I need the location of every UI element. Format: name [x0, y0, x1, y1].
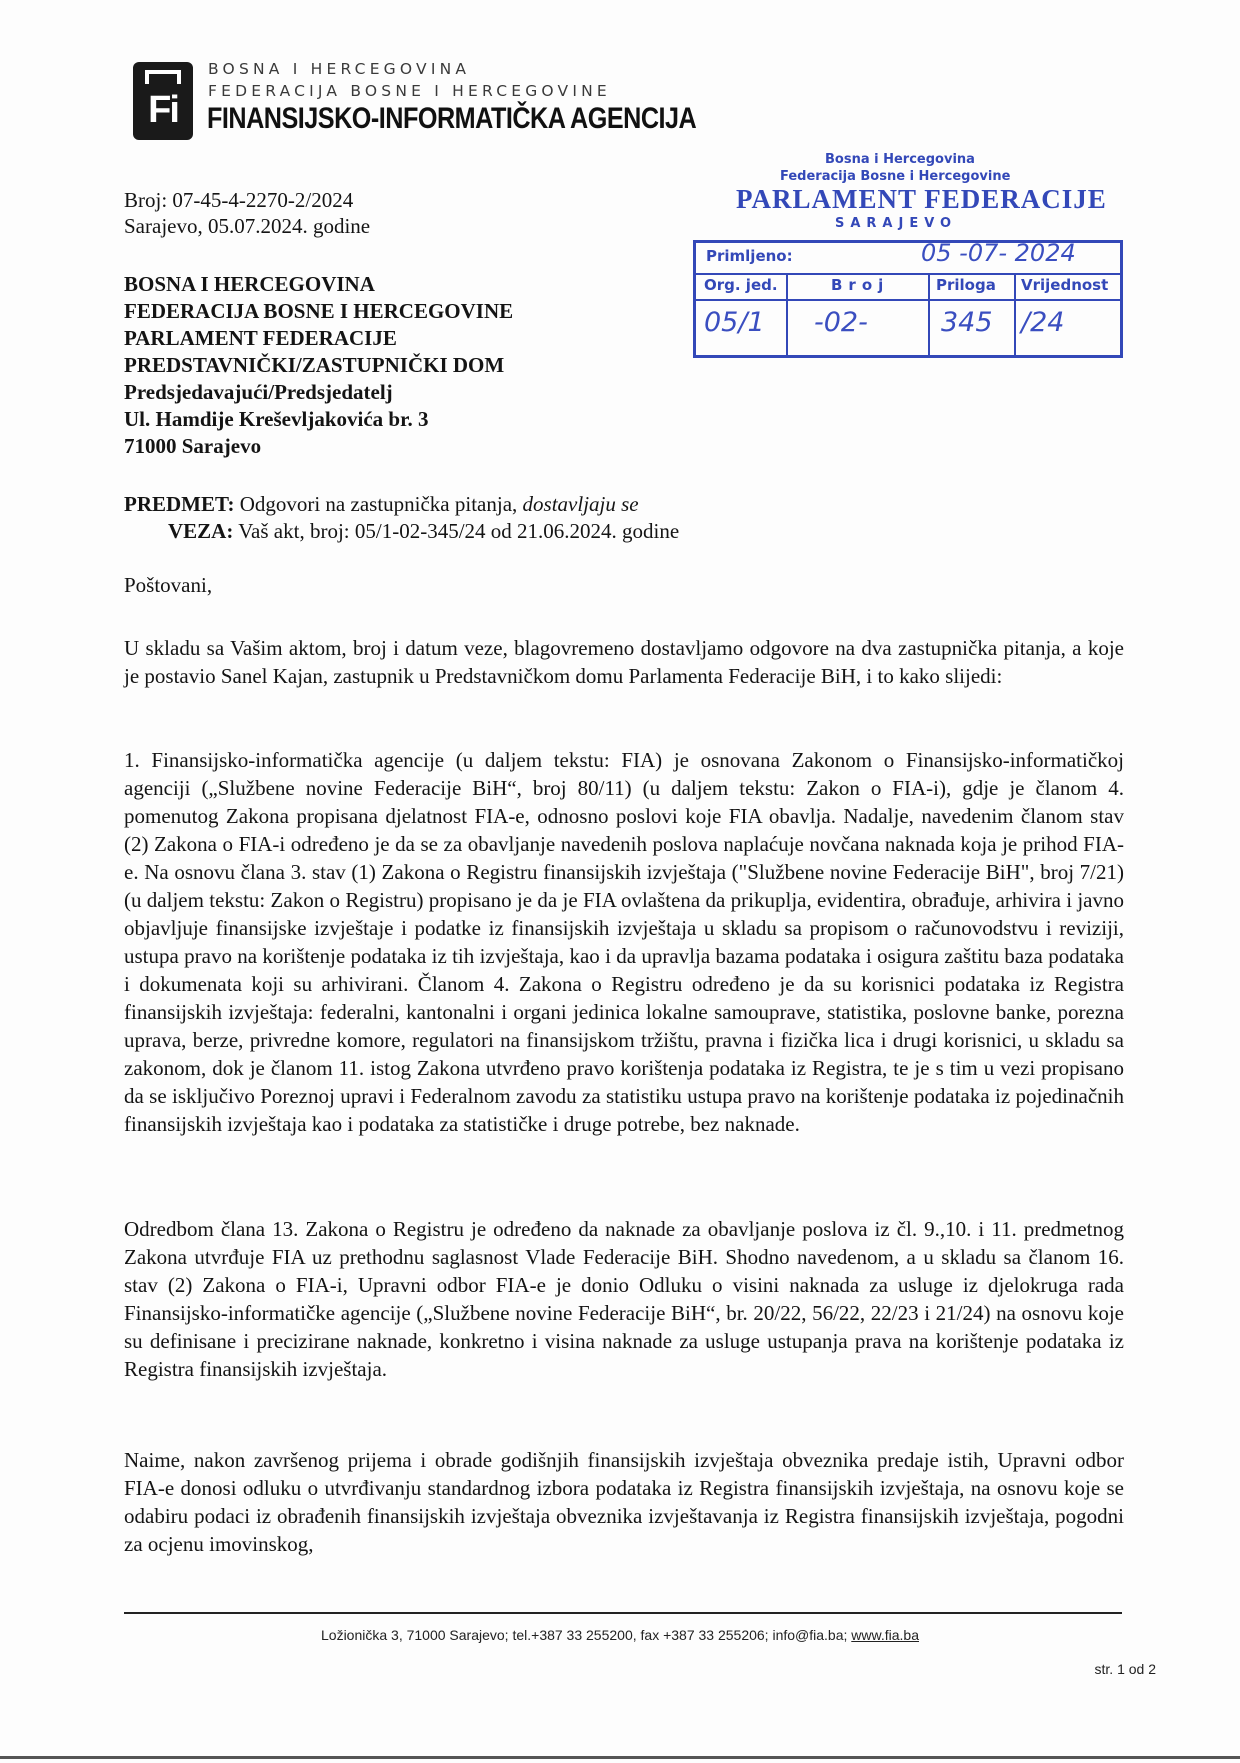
stamp-value-org: 05/1 [704, 307, 765, 338]
stamp-received-row [696, 239, 1120, 275]
header-country: BOSNA I HERCEGOVINA [208, 60, 471, 78]
reference-label: VEZA: [168, 519, 234, 543]
recipient-line: FEDERACIJA BOSNE I HERCEGOVINE [124, 299, 514, 323]
stamp-col-priloga: Priloga [936, 276, 996, 294]
stamp-city: SARAJEVO [835, 216, 958, 231]
header-federation: FEDERACIJA BOSNE I HERCEGOVINE [208, 82, 611, 100]
intro-paragraph: U skladu sa Vašim aktom, broj i datum veze, blagovremeno dostavljamo odgovore na dva zastupnička pitanja, a koje je postavio Sanel Kajan, zastupnik u Predstavničkom domu Parlamenta Federacije BiH, i to kako slijedi: [124, 636, 1124, 688]
stamp-col-broj: Broj [831, 276, 890, 294]
recipient-line: 71000 Sarajevo [124, 434, 262, 458]
logo-mark-icon [145, 70, 181, 84]
stamp-table [693, 240, 1123, 358]
reference-text: Vaš akt, broj: 05/1-02-345/24 od 21.06.2024. godine [238, 519, 680, 543]
footer-divider [124, 1612, 1122, 1614]
body-paragraph-1: 1. Finansijsko-informatička agencije (u daljem tekstu: FIA) je osnovana Zakonom o Finansijsko-informatičkoj agenciji („Službene novine Federacije BiH“, broj 80/11) (u daljem tekstu: Zakon o FIA-i), gdje je članom 4. pomenutog Zakona propisana djelatnost FIA-e, odnosno poslovi koje FIA obavlja. Nadalje, navedenim članom stav (2) Zakona o FIA-i određeno je da se za obavljanje navedenih poslova naplaćuje novčana naknada koja je prihod FIA-e. Na osnovu člana 3. stav (1) Zakona o Registru finansijskih izvještaja ("Službene novine Federacije BiH", broj 7/21) (u daljem tekstu: Zakon o Registru) propisano je da je FIA ovlaštena da prikuplja, evidentira, obrađuje, arhivira i javno objavljuje finansijske izvještaje i podatke iz finansijskih izvještaja u skladu sa propisom o računovodstvu i reviziji, ustupa pravo na korištenje podataka iz tih izvještaja, kao i da upravlja bazama podataka i osigura zaštitu baza podataka i dokumenata koji su arhivirani. Članom 4. Zakona o Registru određeno je da su korisnici podataka iz Registra finansijskih izvještaja: federalni, kantonalni i organi jedinica lokalne samouprave, statistika, poslovne banke, porezna uprava, berze, privredne komore, regulatori na finansijskom tržištu, pravna i fizička lica i drugi korisnici, u skladu sa zakonom, dok je članom 11. istog Zakona utvrđeno pravo korištenja podataka iz Registra, te je s tim u vezi propisano da se isključivo Poreznoj upravi i Federalnom zavodu za statistiku ustupa pravo na korištenje podataka iz pojedinačnih finansijskih izvještaja kao i podataka za statističke i druge potrebe, bez naknade. [124, 748, 1124, 1136]
recipient-line: Ul. Hamdije Kreševljakovića br. 3 [124, 407, 429, 431]
stamp-col-org: Org. jed. [704, 276, 778, 294]
salutation: Poštovani, [124, 573, 213, 597]
agency-logo [133, 62, 193, 140]
recipient-line: Predsjedavajući/Predsjedatelj [124, 380, 393, 404]
subject-text: Odgovori na zastupnička pitanja, [239, 492, 518, 516]
subject-line [124, 490, 639, 518]
page-number: str. 1 od 2 [1094, 1661, 1156, 1677]
stamp-line-2: Federacija Bosne i Hercegovine [780, 169, 1011, 184]
recipient-line: BOSNA I HERCEGOVINA [124, 272, 375, 296]
document-place-date: Sarajevo, 05.07.2024. godine [124, 214, 371, 238]
stamp-received-label: Primljeno: [706, 247, 793, 265]
stamp-header-row [696, 273, 1120, 301]
recipient-line: PARLAMENT FEDERACIJE [124, 326, 397, 350]
logo-text: Fi [148, 89, 178, 131]
subject-label: PREDMET: [124, 492, 235, 516]
stamp-title: PARLAMENT FEDERACIJE [736, 184, 1107, 214]
scan-edge [0, 1756, 1240, 1759]
stamp-value-broj: -02- [814, 307, 868, 338]
subject-text-italic: dostavljaju se [522, 492, 639, 516]
stamp-value-vrijednost: /24 [1021, 307, 1065, 338]
footer-address: Ložionička 3, 71000 Sarajevo; tel.+387 33 255200, fax +387 33 255206; info@fia.ba; [321, 1627, 848, 1643]
header-agency-name: FINANSIJSKO-INFORMATIČKA AGENCIJA [207, 102, 697, 135]
document-number: Broj: 07-45-4-2270-2/2024 [124, 188, 354, 212]
stamp-col-vrijednost: Vrijednost [1021, 276, 1109, 294]
stamp-line-1: Bosna i Hercegovina [825, 152, 975, 167]
stamp-received-date: 05 -07- 2024 [921, 239, 1076, 267]
footer-contact [0, 1627, 1240, 1643]
footer-website-link[interactable]: www.fia.ba [851, 1627, 919, 1643]
stamp-value-priloga: 345 [941, 307, 993, 338]
reference-line [168, 517, 679, 545]
body-paragraph-2: Odredbom člana 13. Zakona o Registru je određeno da naknade za obavljanje poslova iz čl. 9.,10. i 11. predmetnog Zakona utvrđuje FIA uz prethodnu saglasnost Vlade Federacije BiH. Shodno navedenom, a u skladu sa članom 16. stav (2) Zakona o FIA-i, Upravni odbor FIA-e je donio Odluku o visini naknada za usluge iz djelokruga rada Finansijsko-informatičke agencije („Službene novine Federacije BiH“, br. 20/22, 56/22, 22/23 i 21/24) na osnovu koje su definisane i precizirane naknade, konkretno i visina naknade za usluge ustupanja prava na korištenje podataka iz Registra finansijskih izvještaja. [124, 1217, 1124, 1381]
recipient-line: PREDSTAVNIČKI/ZASTUPNIČKI DOM [124, 353, 505, 377]
body-paragraph-3: Naime, nakon završenog prijema i obrade godišnjih finansijskih izvještaja obveznika predaje istih, Upravni odbor FIA-e donosi odluku o utvrđivanju standardnog izbora podataka iz Registra finansijskih izvještaja, na osnovu koje se odabiru podaci iz obrađenih finansijskih izvještaja obveznika izvještavanja iz Registra finansijskih izvještaja, pogodni za ocjenu imovinskog, [124, 1448, 1124, 1556]
